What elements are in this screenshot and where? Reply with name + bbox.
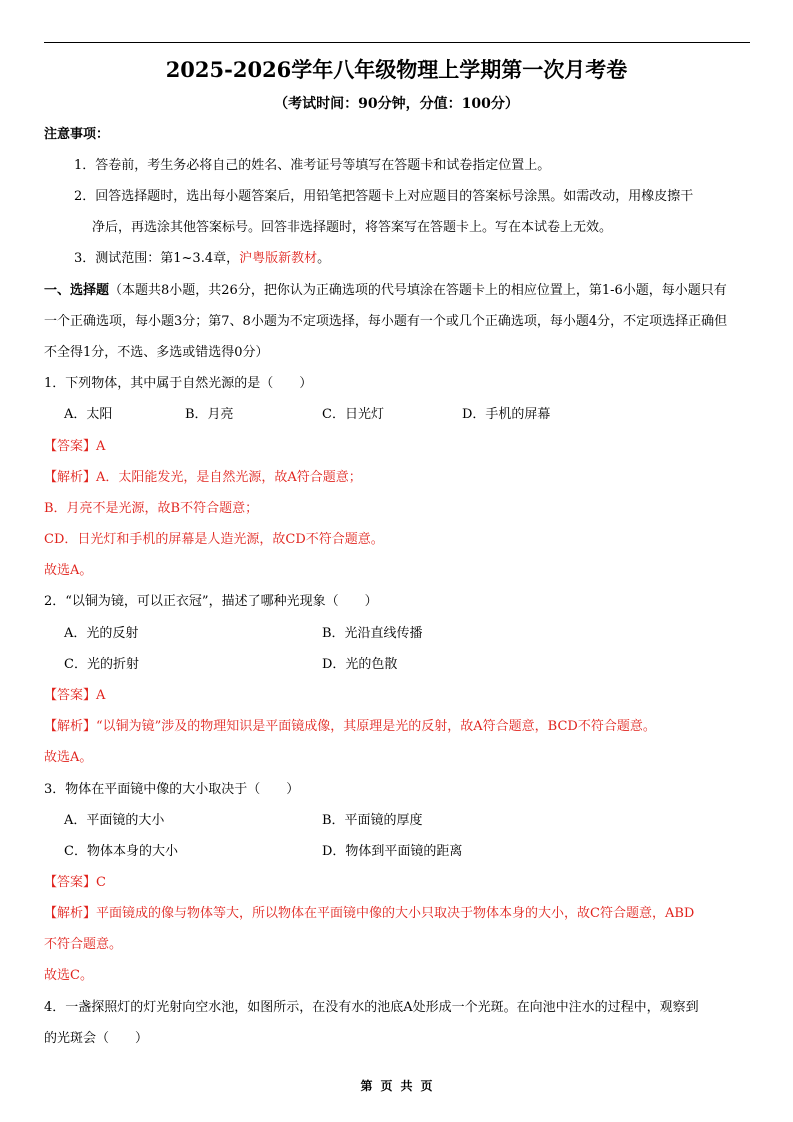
- q1-option-d: D．手机的屏幕: [462, 407, 551, 422]
- textbook-highlight: 沪粤版新教材: [239, 251, 318, 266]
- exam-info: （考试时间：90分钟，分值：100分）: [274, 96, 519, 112]
- q1-conclusion: 故选A。: [44, 563, 93, 578]
- q2-option-d: D．光的色散: [322, 657, 398, 672]
- section-title: 一、选择题: [44, 283, 110, 298]
- q2-conclusion: 故选A。: [44, 750, 93, 765]
- note-item-2-cont: 净后，再选涂其他答案标号。回答非选择题时，将答案写在答题卡上。写在本试卷上无效。: [92, 220, 613, 235]
- question-3-stem: 3．物体在平面镜中像的大小取决于（ ）: [44, 782, 300, 797]
- q1-analysis-2: B．月亮不是光源，故B不符合题意；: [44, 501, 259, 516]
- q2-analysis-1: 【解析】“以铜为镜”涉及的物理知识是平面镜成像，其原理是光的反射，故A符合题意，BCD不符合题意。: [44, 719, 656, 734]
- question-4-stem: 4．一盏探照灯的灯光射向空水池，如图所示，在没有水的池底A处形成一个光斑。在向池中注水的过程中，观察到: [44, 1000, 699, 1015]
- footer-di: 第: [360, 1079, 373, 1093]
- q1-option-a: A．太阳: [64, 407, 113, 422]
- note-item-3: [74, 250, 330, 268]
- q1-option-c: C．日光灯: [322, 407, 384, 422]
- question-4-stem-cont: 的光斑会（ ）: [44, 1031, 149, 1046]
- footer-gong: 共: [400, 1079, 413, 1093]
- section-instructions-2: 一个正确选项，每小题3分；第7、8小题为不定项选择，每小题有一个或几个正确选项，每小题4分，不定项选择正确但: [44, 314, 728, 329]
- q2-option-c: C．光的折射: [64, 657, 139, 672]
- q3-analysis-2: 不符合题意。: [44, 937, 123, 952]
- page-title: 2025-2026学年八年级物理上学期第一次月考卷: [165, 57, 628, 82]
- q3-option-c: C．物体本身的大小: [64, 844, 178, 859]
- q1-analysis-1: 【解析】A．太阳能发光，是自然光源，故A符合题意；: [44, 470, 362, 485]
- q1-option-b: B．月亮: [185, 407, 234, 422]
- question-1-stem: 1．下列物体，其中属于自然光源的是（ ）: [44, 376, 313, 391]
- q2-option-a: A．光的反射: [64, 626, 139, 641]
- note-item-3-text: 3．测试范围：第1~3.4章，: [74, 251, 240, 266]
- footer-ye-1: 页: [380, 1079, 393, 1093]
- q2-answer: 【答案】A: [44, 688, 106, 703]
- notes-heading: 注意事项：: [44, 127, 110, 142]
- q1-answer: 【答案】A: [44, 439, 106, 454]
- section-instructions-3: 不全得1分，不选、多选或错选得0分）: [44, 345, 269, 360]
- footer-ye-2: 页: [420, 1079, 433, 1093]
- q2-option-b: B．光沿直线传播: [322, 626, 423, 641]
- page-footer: [0, 1078, 793, 1094]
- q3-answer: 【答案】C: [44, 875, 106, 890]
- section-instructions: （本题共8小题，共26分，把你认为正确选项的代号填涂在答题卡上的相应位置上，第1-6小题，每小题只有: [109, 283, 727, 298]
- section-heading: [44, 282, 727, 300]
- question-2-stem: 2．“以铜为镜，可以正衣冠”，描述了哪种光现象（ ）: [44, 594, 378, 609]
- q3-conclusion: 故选C。: [44, 968, 93, 983]
- q3-option-a: A．平面镜的大小: [64, 813, 165, 828]
- note-item-1: 1．答卷前，考生务必将自己的姓名、准考证号等填写在答题卡和试卷指定位置上。: [74, 158, 551, 173]
- header-rule: [44, 42, 750, 43]
- q1-analysis-3: CD．日光灯和手机的屏幕是人造光源，故CD不符合题意。: [44, 532, 384, 547]
- q3-option-b: B．平面镜的厚度: [322, 813, 423, 828]
- note-item-2: 2．回答选择题时，选出每小题答案后，用铅笔把答题卡上对应题目的答案标号涂黑。如需改动，用橡皮擦干: [74, 189, 694, 204]
- note-item-3-end: 。: [317, 251, 331, 266]
- q3-option-d: D．物体到平面镜的距离: [322, 844, 463, 859]
- q3-analysis-1: 【解析】平面镜成的像与物体等大，所以物体在平面镜中像的大小只取决于物体本身的大小，故C符合题意，ABD: [44, 906, 695, 921]
